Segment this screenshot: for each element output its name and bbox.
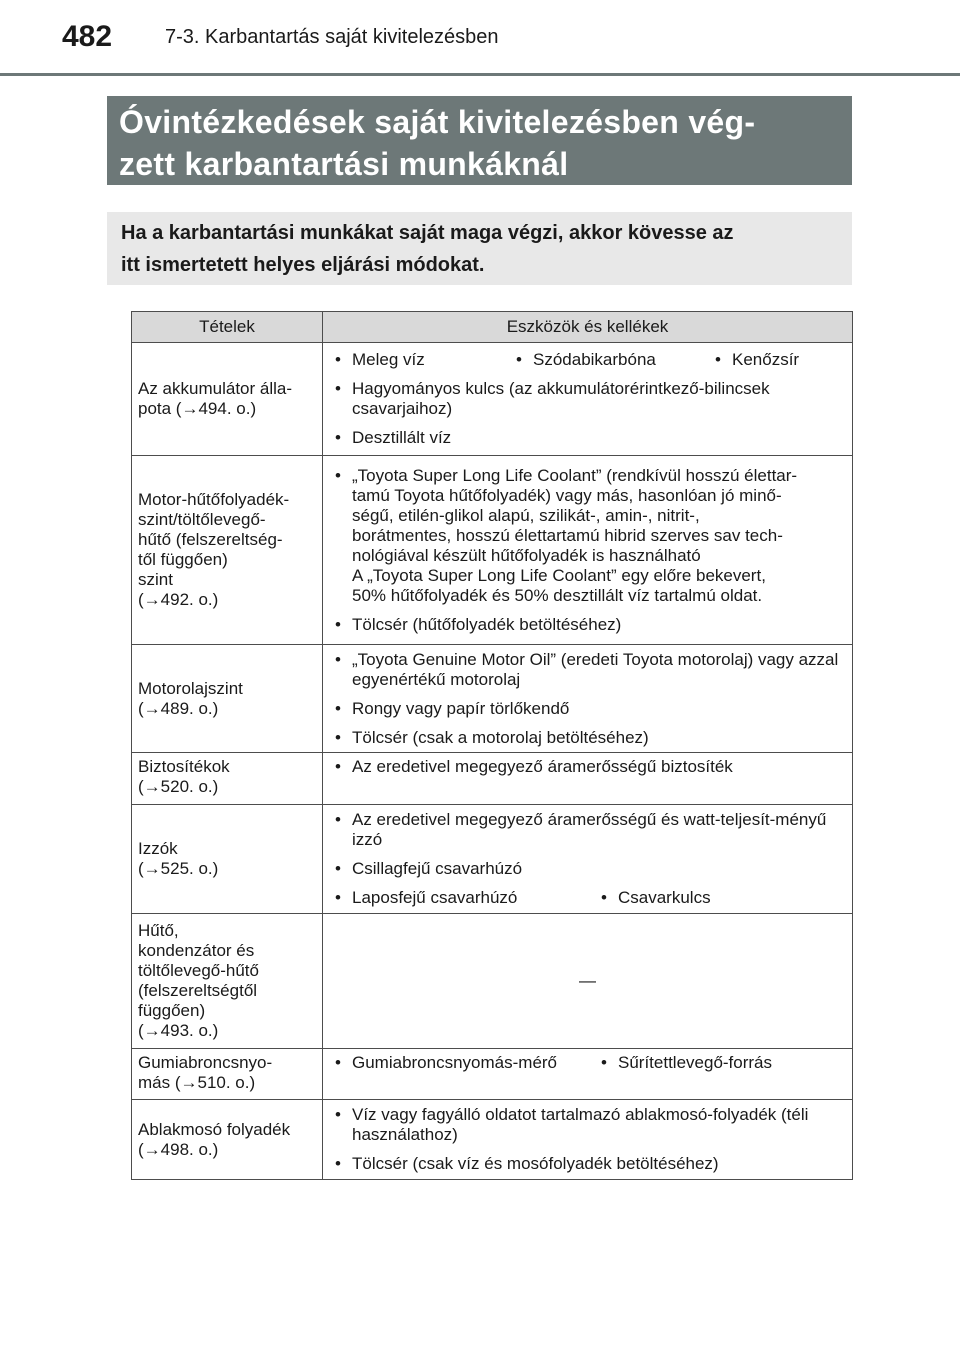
item-line: (→520. o.) bbox=[138, 777, 219, 796]
table-header-row bbox=[132, 312, 853, 343]
item-cell bbox=[132, 1100, 323, 1180]
item-line: (→498. o.) bbox=[138, 1139, 219, 1159]
item-line: hűtő (felszereltség- bbox=[138, 530, 283, 549]
tools-cell bbox=[323, 753, 853, 805]
intro-line: Ha a karbantartási munkákat saját maga végzi, akkor kövesse az bbox=[121, 222, 734, 244]
header-divider bbox=[0, 73, 960, 76]
table-row bbox=[132, 914, 853, 1049]
text-line: nológiával készült hűtőfolyadék is használható bbox=[352, 545, 701, 565]
table-row bbox=[132, 1049, 853, 1100]
list-item: • Szódabikarbóna bbox=[510, 350, 709, 370]
item-cell bbox=[132, 914, 323, 1049]
item-line: től függően) bbox=[138, 550, 228, 569]
text-line: tamú Toyota hűtőfolyadék) vagy más, hasonlóan jó minő- bbox=[352, 485, 782, 505]
intro-line: itt ismertetett helyes eljárási módokat. bbox=[121, 254, 485, 276]
item-cell bbox=[132, 343, 323, 456]
tools-cell bbox=[323, 914, 853, 1049]
item-cell bbox=[132, 456, 323, 645]
list-item: • Az eredetivel megegyező áramerősségű biztosíték bbox=[329, 757, 846, 777]
list-item: • Kenőzsír bbox=[709, 350, 799, 370]
item-line: Biztosítékok bbox=[138, 757, 230, 776]
list-item: • Laposfejű csavarhúzó bbox=[329, 888, 595, 908]
item-line: (→489. o.) bbox=[138, 698, 219, 718]
item-line: Gumiabroncsnyo- bbox=[138, 1053, 273, 1072]
item-line: pota (→494. o.) bbox=[138, 399, 257, 418]
item-line: Motorolajszint bbox=[138, 678, 243, 698]
item-line: Ablakmosó folyadék bbox=[138, 1119, 291, 1139]
item-line: (felszereltségtől bbox=[138, 981, 258, 1000]
tools-cell bbox=[323, 456, 853, 645]
list-item: • Csillagfejű csavarhúzó bbox=[329, 859, 846, 879]
list-item: • Tölcsér (csak víz és mosófolyadék betöltéséhez) bbox=[329, 1154, 846, 1174]
item-line: töltőlevegő-hűtő bbox=[138, 961, 259, 980]
page-title-line: zett karbantartási munkáknál bbox=[119, 146, 569, 182]
bullet-row bbox=[329, 888, 846, 908]
list-item: • Víz vagy fagyálló oldatot tartalmazó ablakmosó-folyadék (téli használathoz) bbox=[329, 1105, 846, 1145]
list-item: • Desztillált víz bbox=[329, 428, 846, 448]
column-header-tools: Eszközök és kellékek bbox=[323, 312, 853, 343]
bullet-row bbox=[329, 350, 846, 370]
item-line: Motor-hűtőfolyadék- bbox=[138, 490, 290, 509]
intro-text bbox=[107, 212, 852, 285]
item-line: szint bbox=[138, 570, 173, 589]
list-item: • Tölcsér (hűtőfolyadék betöltéséhez) bbox=[329, 615, 846, 635]
list-item: • Sűrítettlevegő-forrás bbox=[595, 1053, 772, 1073]
text-line: • „Toyota Super Long Life Coolant” (rendkívül hosszú élettar- bbox=[352, 465, 798, 485]
item-cell bbox=[132, 753, 323, 805]
tools-cell bbox=[323, 1049, 853, 1100]
page-title-line: Óvintézkedések saját kivitelezésben vég- bbox=[119, 104, 756, 140]
page-title bbox=[107, 96, 852, 185]
bullet-row bbox=[329, 1053, 846, 1073]
item-line: szint/töltőlevegő- bbox=[138, 510, 266, 529]
tools-cell bbox=[323, 1100, 853, 1180]
list-item: • Meleg víz bbox=[329, 350, 510, 370]
list-item: • Csavarkulcs bbox=[595, 888, 711, 908]
item-cell bbox=[132, 645, 323, 753]
text-line: A „Toyota Super Long Life Coolant” egy előre bekevert, bbox=[352, 565, 766, 585]
table-row bbox=[132, 456, 853, 645]
tools-cell bbox=[323, 805, 853, 914]
column-header-items: Tételek bbox=[132, 312, 323, 343]
page-number: 482 bbox=[62, 20, 113, 53]
item-line: Az akkumulátor álla- bbox=[138, 379, 293, 398]
table-row bbox=[132, 1100, 853, 1180]
section-label: 7-3. Karbantartás saját kivitelezésben bbox=[165, 26, 499, 48]
item-line: kondenzátor és bbox=[138, 941, 255, 960]
text-line: borátmentes, hosszú élettartamú hibrid szerves sav tech- bbox=[352, 525, 783, 545]
item-line: más (→510. o.) bbox=[138, 1073, 256, 1092]
tools-cell bbox=[323, 645, 853, 753]
list-item: • „Toyota Genuine Motor Oil” (eredeti Toyota motorolaj) vagy azzal egyenértékű motorolaj bbox=[329, 650, 846, 690]
empty-placeholder: — bbox=[579, 971, 596, 990]
item-line: Izzók bbox=[138, 839, 178, 858]
item-line: (→493. o.) bbox=[138, 1021, 219, 1040]
tools-cell bbox=[323, 343, 853, 456]
list-item: • Rongy vagy papír törlőkendő bbox=[329, 699, 846, 719]
text-line: ségű, etilén-glikol alapú, szilikát-, amin-, nitrit-, bbox=[352, 505, 700, 525]
table-row bbox=[132, 805, 853, 914]
list-item bbox=[329, 466, 846, 606]
item-line: (→492. o.) bbox=[138, 590, 219, 609]
tools-table bbox=[131, 311, 853, 1180]
item-cell bbox=[132, 1049, 323, 1100]
list-item: • Hagyományos kulcs (az akkumulátorérintkező-bilincsek csavarjaihoz) bbox=[329, 379, 846, 419]
table-row bbox=[132, 343, 853, 456]
list-item: • Tölcsér (csak a motorolaj betöltéséhez) bbox=[329, 728, 846, 748]
text-line: 50% hűtőfolyadék és 50% desztillált víz tartalmú oldat. bbox=[352, 585, 763, 605]
table-row bbox=[132, 753, 853, 805]
list-item: • Gumiabroncsnyomás-mérő bbox=[329, 1053, 562, 1073]
item-line: függően) bbox=[138, 1001, 206, 1020]
item-line: Hűtő, bbox=[138, 921, 179, 940]
item-line: (→525. o.) bbox=[138, 859, 219, 878]
table-row bbox=[132, 645, 853, 753]
list-item: • Az eredetivel megegyező áramerősségű és watt-teljesít-ményű izzó bbox=[329, 810, 846, 850]
item-cell bbox=[132, 805, 323, 914]
